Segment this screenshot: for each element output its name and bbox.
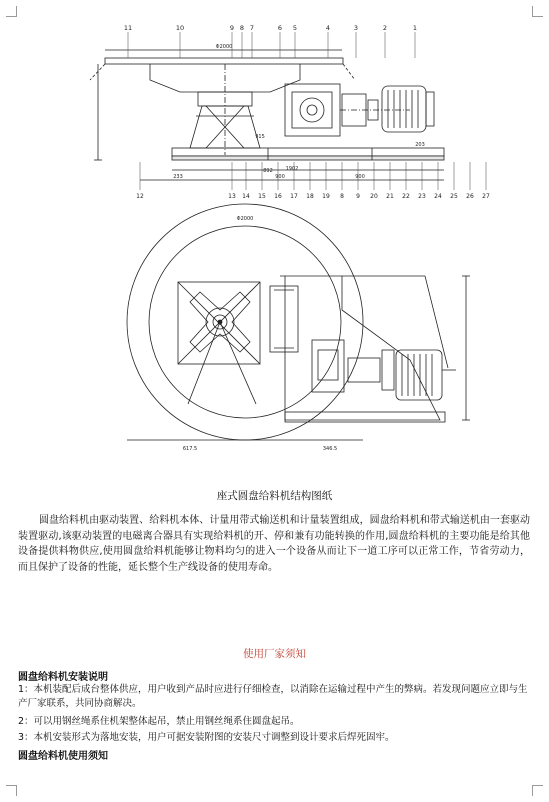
callout-number: 19 [322, 193, 330, 200]
callout-number: 9 [356, 193, 360, 200]
callout-number: 12 [136, 193, 144, 200]
crop-mark-bottom-right [532, 785, 543, 796]
callout-number: 21 [386, 193, 394, 200]
callout-number: 1 [412, 24, 418, 32]
crop-mark-bottom-left [6, 785, 17, 796]
callout-number: 20 [370, 193, 378, 200]
callout-number: 27 [482, 193, 490, 200]
install-item-1: 1：本机装配后成台整体供应，用户收到产品时应进行仔细检查，以消除在运输过程中产生的弊病。若发现问题应立即与生产厂家联系，共同协商解决。 [18, 684, 528, 709]
callout-number: 24 [434, 193, 442, 200]
callout-number: 18 [306, 193, 314, 200]
install-item-3: 3：本机安装形式为落地安装，用户可据安装附图的安装尺寸调整到设计要求后焊死固牢。 [18, 732, 395, 743]
dimension-label: 892 [263, 168, 273, 174]
install-item-2: 2：可以用钢丝绳系住机架整体起吊，禁止用钢丝绳系住圆盘起吊。 [18, 716, 300, 727]
notice-title: 使用厂家须知 [243, 648, 306, 660]
callout-number: 5 [292, 24, 298, 32]
dimension-label: 233 [173, 174, 183, 180]
dimension-label: 900 [275, 174, 285, 180]
callout-number: 8 [239, 24, 245, 32]
callout-number: 8 [340, 193, 344, 200]
intro-paragraph: 圆盘给料机由驱动装置、给料机本体、计量用带式输送机和计量装置组成，圆盘给料机和带式输送机由一套驱动装置驱动,该驱动装置的电磁离合器具有实现给料机的开、停和兼有功能转换的作用,圆盘给料机的主要功能是给其他设备提供料物供应,使用圆盘给料机能够让物料均匀的进入一个设备从而让下一道工序可以正常工作，节省劳动力，而且保护了设备的性能，延长整个生产线设备的使用寿命。 [18, 515, 530, 573]
callout-number: 22 [402, 193, 410, 200]
dimension-label: 900 [355, 174, 365, 180]
callout-number: 4 [325, 24, 331, 32]
dimension-label: 915 [255, 134, 265, 140]
callout-number: 16 [274, 193, 282, 200]
crop-mark-top-right [532, 6, 543, 17]
callout-number: 23 [418, 193, 426, 200]
callout-number: 2 [382, 24, 388, 32]
callout-number: 17 [290, 193, 298, 200]
callout-number: 3 [353, 24, 359, 32]
callout-number: 11 [123, 24, 133, 32]
callout-number: 25 [450, 193, 458, 200]
callout-number: 10 [175, 24, 185, 32]
dimension-label: 1902 [285, 166, 299, 172]
callout-number: 14 [242, 193, 250, 200]
callouts-bottom [136, 162, 490, 200]
dimension-label: 617.5 [182, 446, 198, 452]
callout-number: 9 [229, 24, 235, 32]
callout-number: 7 [249, 24, 255, 32]
plan-view [127, 204, 470, 440]
engineering-drawing [80, 20, 500, 470]
figure-caption: 座式圆盘给料机结构图纸 [216, 490, 333, 502]
callout-number: 15 [258, 193, 266, 200]
elevation-view [90, 50, 444, 180]
callouts-top [124, 24, 417, 58]
dimension-label: 346.5 [322, 446, 338, 452]
dimension-label: Φ2000 [215, 44, 233, 50]
usage-section-title: 圆盘给料机使用须知 [18, 751, 108, 762]
install-section-title: 圆盘给料机安装说明 [18, 672, 108, 683]
dimension-label: 203 [415, 142, 425, 148]
callout-number: 13 [228, 193, 236, 200]
callout-number: 26 [466, 193, 474, 200]
callout-number: 6 [277, 24, 283, 32]
dimension-label: Φ2000 [236, 216, 254, 222]
crop-mark-top-left [6, 6, 17, 17]
